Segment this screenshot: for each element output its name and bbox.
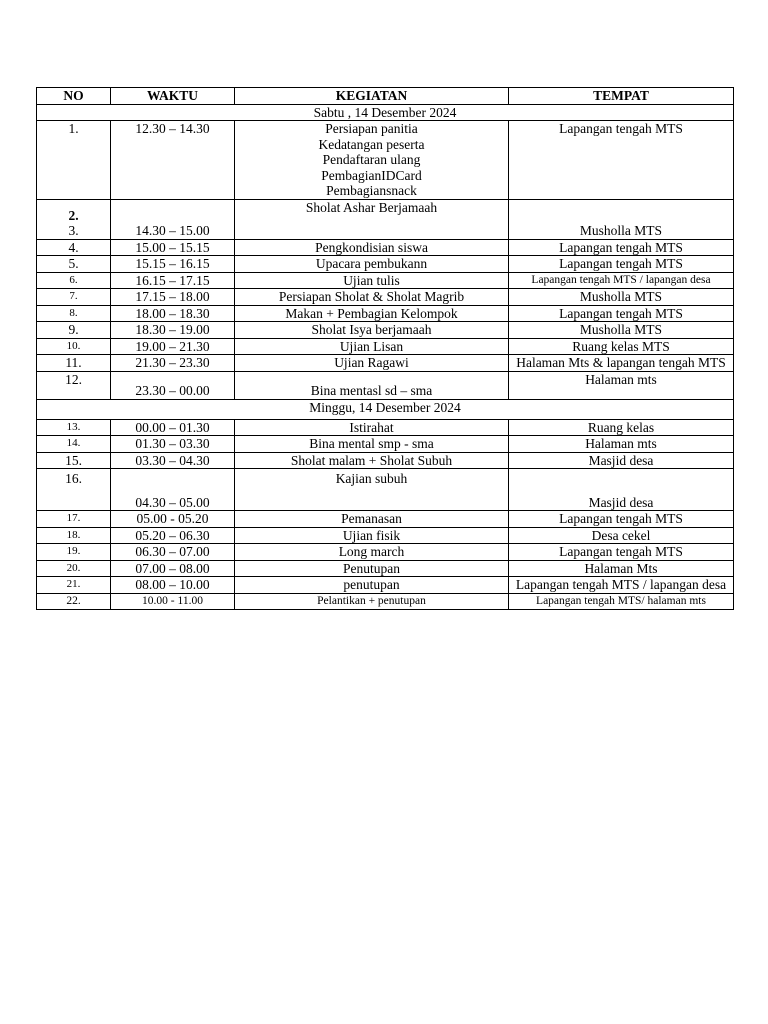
cell-tempat: Lapangan tengah MTS/ halaman mts (509, 593, 734, 610)
kegiatan-line: Persiapan panitia (325, 121, 418, 136)
cell-tempat: Halaman Mts (509, 560, 734, 577)
cell-no (37, 199, 111, 239)
table-row (37, 469, 734, 511)
table-row (37, 419, 734, 436)
table-row (37, 560, 734, 577)
cell-tempat: Musholla MTS (509, 322, 734, 339)
cell-kegiatan: Penutupan (235, 560, 509, 577)
cell-kegiatan: Bina mentasl sd – sma (235, 371, 509, 399)
cell-no: 21. (37, 577, 111, 594)
table-row (37, 199, 734, 239)
cell-no: 16. (37, 469, 111, 511)
cell-no: 6. (37, 272, 111, 289)
cell-kegiatan: Sholat malam + Sholat Subuh (235, 452, 509, 469)
cell-kegiatan: Sholat Isya berjamaah (235, 322, 509, 339)
header-tempat: TEMPAT (509, 88, 734, 105)
cell-tempat: Lapangan tengah MTS (509, 511, 734, 528)
cell-no: 14. (37, 436, 111, 453)
cell-kegiatan: Pelantikan + penutupan (235, 593, 509, 610)
cell-tempat: Lapangan tengah MTS / lapangan desa (509, 272, 734, 289)
cell-kegiatan (235, 121, 509, 200)
cell-kegiatan: Upacara pembukann (235, 256, 509, 273)
cell-waktu: 12.30 – 14.30 (111, 121, 235, 200)
header-kegiatan: KEGIATAN (235, 88, 509, 105)
cell-kegiatan: Ujian Lisan (235, 338, 509, 355)
header-no: NO (37, 88, 111, 105)
cell-no: 9. (37, 322, 111, 339)
kegiatan-line: Pembagiansnack (326, 183, 417, 198)
cell-kegiatan: Long march (235, 544, 509, 561)
cell-waktu: 16.15 – 17.15 (111, 272, 235, 289)
day-label: Minggu, 14 Desember 2024 (37, 399, 734, 419)
table-row (37, 511, 734, 528)
no-line: 3. (68, 223, 79, 238)
kegiatan-line: Kedatangan peserta (318, 136, 425, 152)
cell-tempat: Halaman Mts & lapangan tengah MTS (509, 355, 734, 372)
no-line: 2. (68, 207, 79, 223)
cell-tempat: Lapangan tengah MTS / lapangan desa (509, 577, 734, 594)
cell-waktu: 10.00 - 11.00 (111, 593, 235, 610)
cell-no: 8. (37, 305, 111, 322)
cell-kegiatan: Pemanasan (235, 511, 509, 528)
cell-waktu: 23.30 – 00.00 (111, 371, 235, 399)
cell-waktu: 19.00 – 21.30 (111, 338, 235, 355)
cell-tempat: Halaman mts (509, 371, 734, 399)
cell-no: 20. (37, 560, 111, 577)
table-row (37, 272, 734, 289)
cell-waktu: 06.30 – 07.00 (111, 544, 235, 561)
cell-kegiatan: Kajian subuh (235, 469, 509, 511)
table-row (37, 355, 734, 372)
cell-waktu: 05.00 - 05.20 (111, 511, 235, 528)
cell-no: 22. (37, 593, 111, 610)
cell-tempat: Lapangan tengah MTS (509, 239, 734, 256)
table-row (37, 577, 734, 594)
cell-tempat: Lapangan tengah MTS (509, 305, 734, 322)
cell-waktu: 04.30 – 05.00 (111, 469, 235, 511)
table-row (37, 289, 734, 306)
table-row (37, 305, 734, 322)
cell-waktu: 15.15 – 16.15 (111, 256, 235, 273)
day-label: Sabtu , 14 Desember 2024 (37, 104, 734, 121)
cell-kegiatan: Makan + Pembagian Kelompok (235, 305, 509, 322)
table-row (37, 338, 734, 355)
kegiatan-line: PembagianIDCard (321, 167, 422, 183)
cell-no: 12. (37, 371, 111, 399)
table-row (37, 593, 734, 610)
day-row-saturday (37, 104, 734, 121)
cell-no: 1. (37, 121, 111, 200)
cell-no: 15. (37, 452, 111, 469)
cell-no: 13. (37, 419, 111, 436)
table-row (37, 436, 734, 453)
table-row (37, 371, 734, 399)
cell-tempat: Musholla MTS (509, 199, 734, 239)
cell-kegiatan: Istirahat (235, 419, 509, 436)
cell-no: 17. (37, 511, 111, 528)
cell-waktu: 21.30 – 23.30 (111, 355, 235, 372)
cell-tempat: Masjid desa (509, 469, 734, 511)
table-row (37, 544, 734, 561)
cell-tempat: Lapangan tengah MTS (509, 544, 734, 561)
day-row-sunday (37, 399, 734, 419)
cell-tempat: Lapangan tengah MTS (509, 121, 734, 200)
table-row (37, 527, 734, 544)
table-row (37, 239, 734, 256)
table-row (37, 452, 734, 469)
header-waktu: WAKTU (111, 88, 235, 105)
cell-tempat: Ruang kelas MTS (509, 338, 734, 355)
cell-waktu: 08.00 – 10.00 (111, 577, 235, 594)
header-row (37, 88, 734, 105)
cell-kegiatan: Persiapan Sholat & Sholat Magrib (235, 289, 509, 306)
cell-waktu: 18.00 – 18.30 (111, 305, 235, 322)
cell-waktu: 03.30 – 04.30 (111, 452, 235, 469)
cell-kegiatan: Bina mental smp - sma (235, 436, 509, 453)
cell-no: 19. (37, 544, 111, 561)
cell-kegiatan: penutupan (235, 577, 509, 594)
cell-kegiatan: Ujian tulis (235, 272, 509, 289)
cell-no: 18. (37, 527, 111, 544)
cell-tempat: Musholla MTS (509, 289, 734, 306)
cell-no: 10. (37, 338, 111, 355)
cell-waktu: 15.00 – 15.15 (111, 239, 235, 256)
table-row (37, 121, 734, 200)
cell-tempat: Masjid desa (509, 452, 734, 469)
cell-kegiatan: Sholat Ashar Berjamaah (235, 199, 509, 239)
cell-kegiatan: Ujian Ragawi (235, 355, 509, 372)
cell-no: 11. (37, 355, 111, 372)
schedule-table (36, 87, 734, 610)
cell-waktu: 17.15 – 18.00 (111, 289, 235, 306)
kegiatan-line: Pendaftaran ulang (322, 152, 421, 167)
cell-waktu: 01.30 – 03.30 (111, 436, 235, 453)
cell-no: 7. (37, 289, 111, 306)
table-row (37, 256, 734, 273)
cell-tempat: Desa cekel (509, 527, 734, 544)
cell-tempat: Lapangan tengah MTS (509, 256, 734, 273)
cell-waktu: 14.30 – 15.00 (111, 199, 235, 239)
cell-waktu: 00.00 – 01.30 (111, 419, 235, 436)
cell-no: 5. (37, 256, 111, 273)
table-row (37, 322, 734, 339)
cell-kegiatan: Pengkondisian siswa (235, 239, 509, 256)
cell-tempat: Halaman mts (509, 436, 734, 453)
cell-waktu: 07.00 – 08.00 (111, 560, 235, 577)
cell-tempat: Ruang kelas (509, 419, 734, 436)
cell-no: 4. (37, 239, 111, 256)
cell-kegiatan: Ujian fisik (235, 527, 509, 544)
cell-waktu: 05.20 – 06.30 (111, 527, 235, 544)
cell-waktu: 18.30 – 19.00 (111, 322, 235, 339)
